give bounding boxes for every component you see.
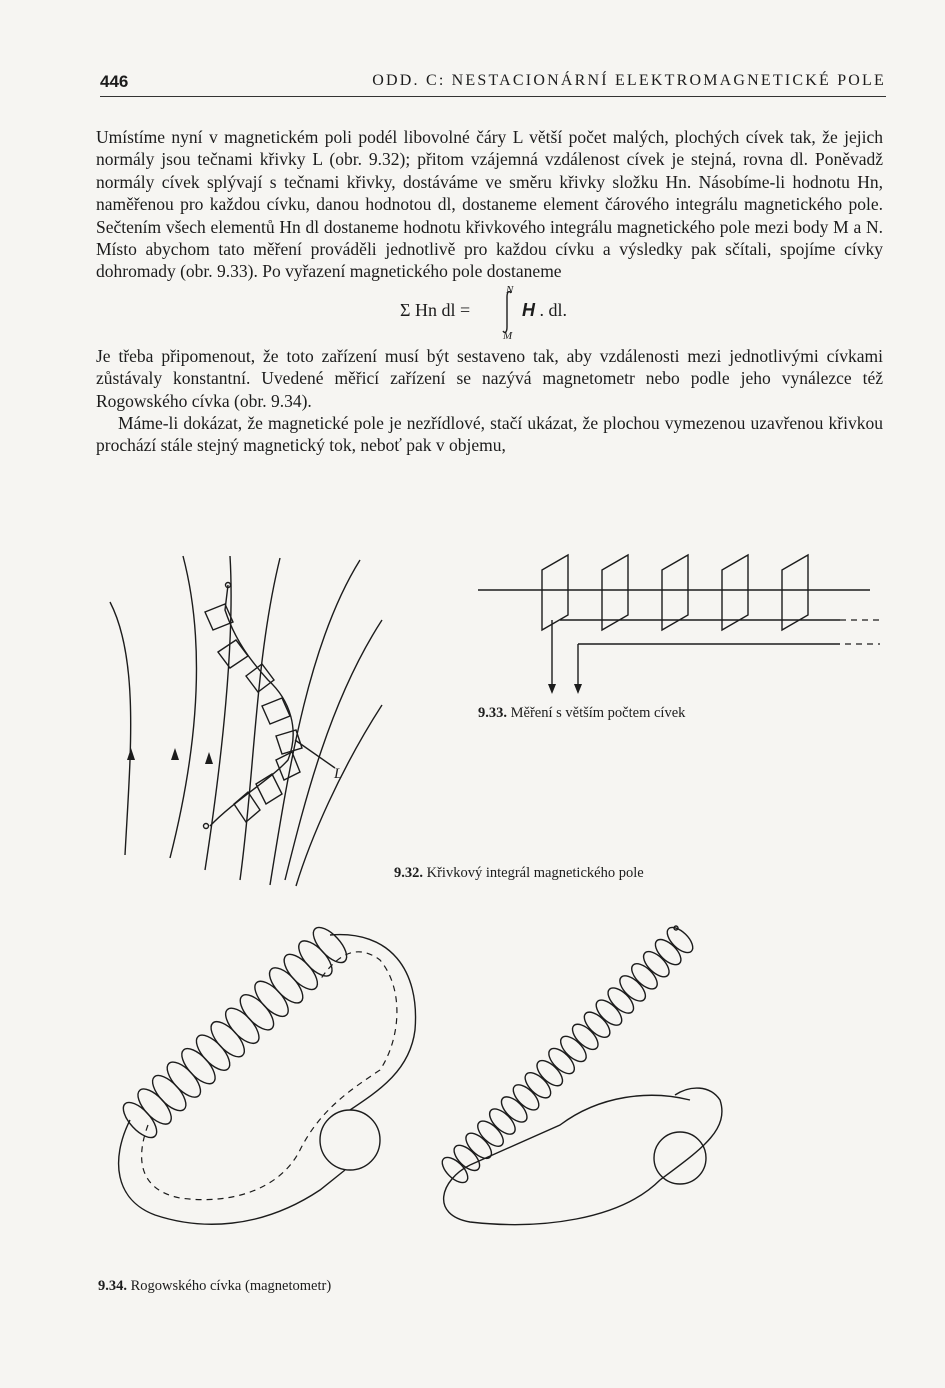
field-line-7 [296,705,382,886]
paragraph-1: Umístíme nyní v magnetickém poli podél libovolné čáry L větší počet malých, plochých cívek tak, že jejich normály jsou tečnami křivky L (obr. 9.32); přitom vzájemná vzdálenost cívek je stejná, rovna dl. Poněvadž normály cívek splývají s tečnami křivky, dostáváme ve směru křivky složku Hn. Násobíme-li hodnotu Hn, naměřenou pro každou cívku, danou hodnotou dl, dostaneme element čárového integrálu magnetického pole. Sečtením všech elementů Hn dl dostaneme hodnotu křivkového integrálu magnetického pole mezi body M a N. Místo abychom tato měření prováděli jednotlivě pro každou cívku a výsledky pak sčítali, spojíme cívky dohromady (obr. 9.33). Po vyřazení magnetického pole dostaneme [96,127,883,282]
coils [542,555,808,630]
caption-9-33 [478,705,685,722]
equation [96,283,883,342]
field-line-5 [270,560,360,885]
label-l: L [334,766,343,782]
equation-rhs [522,299,567,321]
winding-loop [651,935,685,969]
coil-5 [782,555,808,630]
paragraph-2: Je třeba připomenout, že toto zařízení musí být sestaveno tak, aby vzdálenosti mezi jednotlivými cívkami zůstávaly konstantní. Uvedené měřicí zařízení se nazývá magnetometr nebo podle jeho vynálezce též Rogowského cívka (obr. 9.34). [96,345,883,411]
paragraph-3: Máme-li dokázat, že magnetické pole je nezřídlové, stačí ukázat, že plochou vymezenou uzavřenou křivkou prochází stále stejný magnetický tok, neboť pak v objemu, [96,413,883,456]
caption-text: Měření s větším počtem cívek [510,705,686,721]
winding-loop [162,1057,207,1103]
winding-loop [663,923,697,957]
winding-loop [485,1105,519,1139]
winding-loop [147,1070,192,1116]
body-text [96,126,883,457]
caption-text: Rogowského cívka (magnetometr) [130,1278,332,1294]
field-line-6 [285,620,382,880]
caption-number: 9.33. [478,705,507,721]
winding-loop [497,1093,531,1127]
field-arrows [127,748,213,764]
field-line-2 [170,556,197,858]
coil-1 [542,555,568,630]
running-head: ODD. C: NESTACIONÁRNÍ ELEKTROMAGNETICKÉ POLE [372,72,886,89]
equation-lhs: Σ Hn dl = [400,299,471,320]
winding-loop [580,1008,614,1042]
coil-chain [204,583,336,829]
winding-loop [545,1044,579,1078]
arrow-icon [171,748,179,760]
winding-loop [264,962,309,1008]
winding-loop [220,1003,265,1049]
field-lines [110,556,382,886]
winding-loop [592,996,626,1030]
rogowski-coil-left [119,935,416,1225]
caption-text: Křivkový integrál magnetického pole [426,865,644,881]
arrow-icon [574,684,582,694]
coil-4 [722,555,748,630]
winding-loop [279,949,324,995]
winding-loop [473,1117,507,1151]
rogowski-windings [118,922,697,1187]
integral-upper-limit: N [506,283,514,296]
caption-number: 9.32. [394,865,423,881]
page-header [100,72,886,97]
field-line-3 [205,556,231,870]
arrow-icon [548,684,556,694]
caption-9-34 [98,1278,331,1295]
winding-loop [509,1080,543,1114]
winding-loop [132,1084,177,1130]
field-line-1 [110,602,131,855]
coil-3 [662,555,688,630]
winding-loop [462,1129,496,1163]
winding-loop [308,922,353,968]
winding-loop [616,972,650,1006]
winding-loop [191,1030,236,1076]
winding-loop [556,1032,590,1066]
caption-9-32 [394,865,644,882]
winding-loop [118,1097,163,1143]
winding-loop [176,1043,221,1089]
vector-h: H [522,299,535,320]
coil-2 [602,555,628,630]
winding-loop [438,1153,472,1187]
winding-loop [235,989,280,1035]
winding-loop [450,1141,484,1175]
winding-loop [293,936,338,982]
winding-loop [205,1016,250,1062]
winding-loop [533,1056,567,1090]
equation-rhs-rest: . dl. [535,299,568,320]
winding-loop [639,947,673,981]
winding-loop [249,976,294,1022]
caption-number: 9.34. [98,1278,127,1294]
winding-loop [627,959,661,993]
field-line-4 [240,558,280,880]
winding-loop [521,1068,555,1102]
winding-loop [568,1020,602,1054]
rogowski-coil-right [444,926,722,1225]
arrow-icon [127,748,135,760]
arrow-icon [205,752,213,764]
winding-loop [604,984,638,1018]
page-number: 446 [100,72,129,91]
integral-lower-limit: M [503,329,513,342]
